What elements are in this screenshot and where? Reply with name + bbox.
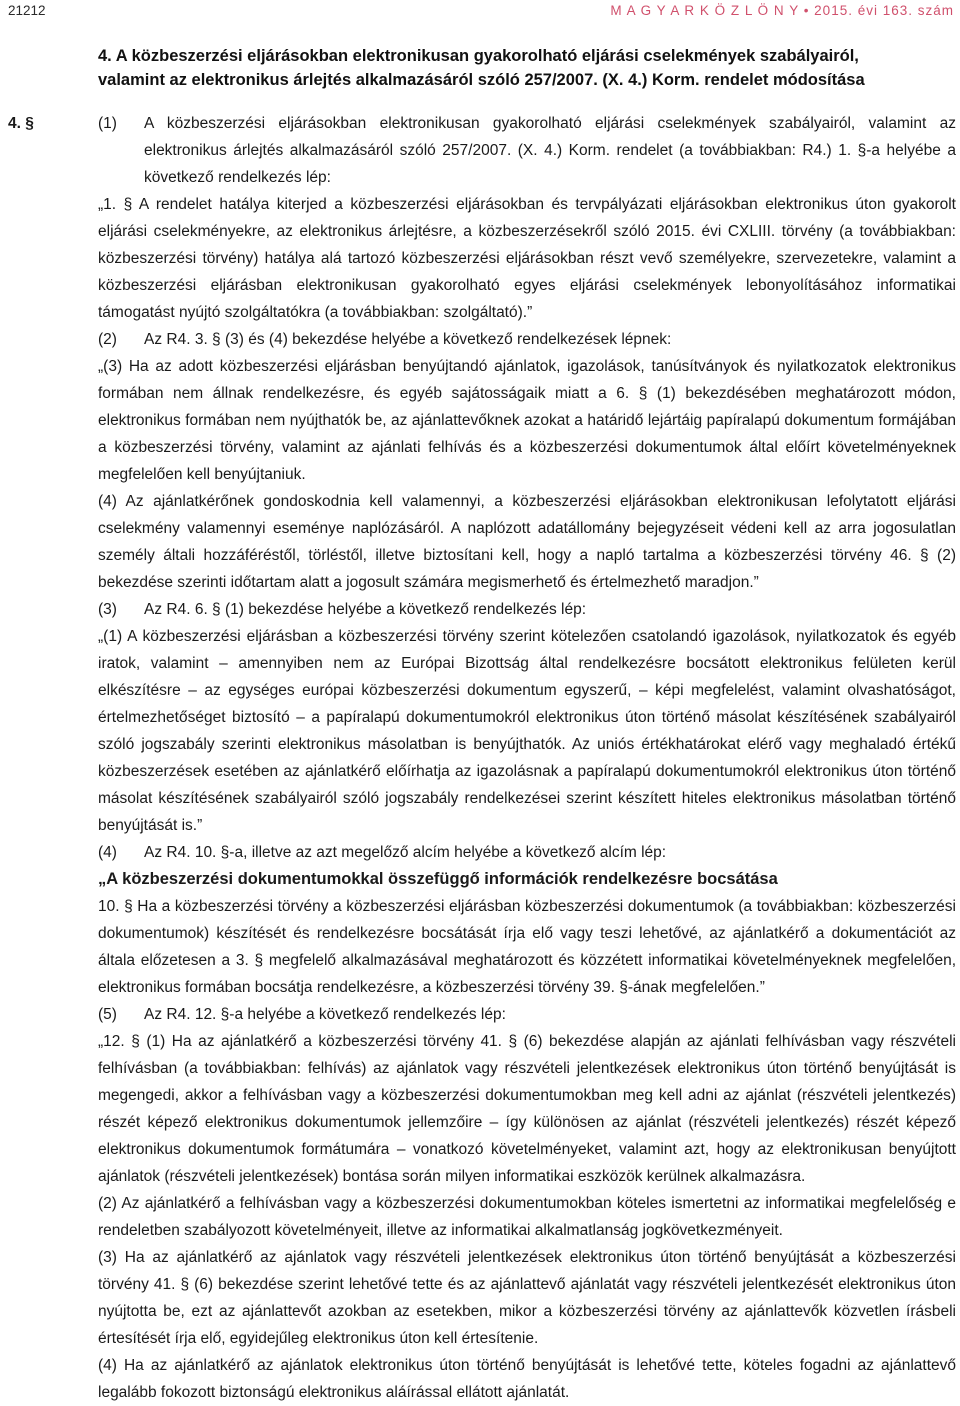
quoted-provision: „12. § (1) Ha az ajánlatkérő a közbeszerzési törvény 41. § (6) bekezdése alapján az ajánlati felhívásban vagy részvételi felhívásban (a továbbiakban: felhívás) az ajánlatok vagy részvételi jelentkezések elektronikus úton történő benyújtását is megengedi, akkor a felhívásban vagy a közbeszerzési dokumentumokban meg kell adni az ajánlat (részvételi jelentkezés) részét képező elektronikus dokumentumok jellemzőire ‒ így különösen az ajánlat (részvételi jelentkezés) részét képező elektronikus dokumentumok formátumára ‒ vonatkozó követelményeket, valamint azt, hogy az elektronikusan benyújtott ajánlatok (részvételi jelentkezések) bontása során milyen informatikai eszközök kerülnek alkalmazásra.	[98, 1033, 956, 1185]
article	[6, 110, 956, 1406]
paragraph-intro: Az R4. 12. §-a helyébe a következő rendelkezés lép:	[144, 1006, 506, 1023]
paragraph	[98, 326, 956, 353]
section-title	[98, 44, 956, 92]
quoted-provision: „(3) Ha az adott közbeszerzési eljárásban benyújtandó ajánlatok, igazolások, tanúsítványok és nyilatkozatok elektronikus formában nem állnak rendelkezésre, és egyéb sajátosságaik miatt a 6. § (1) bekezdésében meghatározott módon, elektronikus formában nem nyújthatók be, az ajánlattevőknek azokat a határidő lejártáig papíralapú dokumentum formájában a közbeszerzési törvény, valamint az ajánlati felhívás és a közbeszerzési dokumentumok által előírt követelményeknek megfelelően kell benyújtaniuk.	[98, 358, 956, 483]
article-body	[98, 110, 956, 1406]
paragraph-intro: A közbeszerzési eljárásokban elektronikusan gyakorolható eljárási cselekmények szabályairól, valamint az elektronikus árlejtés alkalmazásáról szóló 257/2007. (X. 4.) Korm. rendelet (a továbbiakban: R4.) 1. §-a helyébe a következő rendelkezés lép:	[144, 115, 956, 186]
quoted-provision: (3) Ha az ajánlatkérő az ajánlatok vagy részvételi jelentkezések elektronikus úton történő benyújtását a közbeszerzési törvény 41. § (6) bekezdése szerint lehetővé tette és az ajánlattevő ajánlatát vagy részvételi jelentkezését elektronikus úton nyújtotta be, ezt az ajánlattevőt azokban az esetekben, mikor a közbeszerzési törvény az ajánlattevők közvetlen írásbeli értesítését írja elő, egyidejűleg elektronikus úton kell értesítenie.	[98, 1249, 956, 1347]
quoted-provision: (2) Az ajánlatkérő a felhívásban vagy a közbeszerzési dokumentumokban köteles ismertetni az informatikai megfelelőség e rendeletben szabályozott követelményeit, illetve az informatikai alkalmatlanság jogkövetkezményeit.	[98, 1195, 956, 1239]
quoted-provision: (4) Ha az ajánlatkérő az ajánlatok elektronikus úton történő benyújtását is lehetővé tette, köteles fogadni az ajánlattevő legalább fokozott biztonságú elektronikus aláírással ellátott ajánlatát.	[98, 1357, 956, 1401]
paragraph	[98, 839, 956, 866]
paragraph-intro: Az R4. 6. § (1) bekezdése helyébe a következő rendelkezés lép:	[144, 601, 587, 618]
quoted-provision: 10. § Ha a közbeszerzési törvény a közbeszerzési eljárásban közbeszerzési dokumentumok (a továbbiakban: közbeszerzési dokumentumok) készítését és rendelkezésre bocsátását írja elő vagy teszi lehetővé, az ajánlatkérő a dokumentációt az általa előzetesen a 3. § megfelelő alkalmazásával meghatározott és közzétett informatikai követelményeknek megfelelően, elektronikus formában bocsátja rendelkezésre, a közbeszerzési törvény 39. §-ának megfelelően.”	[98, 898, 956, 996]
quoted-provision: „1. § A rendelet hatálya kiterjed a közbeszerzési eljárásokban és tervpályázati eljárásokban elektronikus úton gyakorolt eljárási cselekményekre, az elektronikus árlejtésre, a közbeszerzésekről szóló 2015. évi CXLIII. törvény (a továbbiakban: közbeszerzési törvény) hatálya alá tartozó közbeszerzési eljárásokban részt vevő személyekre, szervezetekre, valamint a közbeszerzési eljárásban elektronikusan gyakorolható egyes eljárási cselekmények lebonyolításához informatikai támogatást nyújtó szolgáltatókra (a továbbiakban: szolgáltató).”	[98, 196, 956, 321]
paragraph-number: (3)	[98, 601, 117, 618]
section-title-line: 4. A közbeszerzési eljárásokban elektronikusan gyakorolható eljárási cselekmények szabályairól,	[98, 47, 859, 65]
paragraph-number: (5)	[98, 1006, 117, 1023]
quoted-provision: „(1) A közbeszerzési eljárásban a közbeszerzési törvény szerint kötelezően csatolandó igazolások, nyilatkozatok és egyéb iratok, valamint ‒ amennyiben nem az Európai Bizottság által rendelkezésre bocsátott elektronikus felületen kerül elkészítésre ‒ az egységes európai közbeszerzési dokumentum egyszerű, ‒ képi megfelelést, valamint olvashatóságot, értelmezhetőséget biztosító ‒ a papíralapú dokumentumokról elektronikus úton történő másolat készítésének szabályairól szóló jogszabály szerinti elektronikus másolatban is benyújthatók. Az uniós értékhatárokat elérő vagy meghaladó értékű közbeszerzések esetében az ajánlatkérő előírhatja az igazolásnak a papíralapú dokumentumokról elektronikus úton történő másolat készítésének szabályairól szóló jogszabály rendelkezései szerint készített hiteles elektronikus másolatban történő benyújtását is.”	[98, 628, 956, 834]
paragraph	[98, 596, 956, 623]
paragraph-number: (2)	[98, 331, 117, 348]
paragraph	[98, 1001, 956, 1028]
paragraph-text	[144, 326, 956, 353]
paragraph-text	[144, 110, 956, 191]
page-header	[6, 0, 956, 26]
paragraph-text	[144, 839, 956, 866]
section-title-line: valamint az elektronikus árlejtés alkalmazásáról szóló 257/2007. (X. 4.) Korm. rendelet módosítása	[98, 71, 865, 89]
paragraph-text	[144, 596, 956, 623]
paragraph-intro: Az R4. 3. § (3) és (4) bekezdése helyébe a következő rendelkezések lépnek:	[144, 331, 672, 348]
quoted-subtitle: „A közbeszerzési dokumentumokkal összefüggő információk rendelkezésre bocsátása	[98, 870, 778, 888]
article-number: 4. §	[8, 115, 34, 132]
paragraph-number: (1)	[98, 115, 117, 132]
page-number: 21212	[8, 3, 46, 18]
paragraph-text	[144, 1001, 956, 1028]
quoted-provision: (4) Az ajánlatkérőnek gondoskodnia kell valamennyi, a közbeszerzési eljárásokban elektronikusan lefolytatott eljárási cselekmény valamennyi eseménye naplózásáról. A naplózott adatállomány bejegyzéseit védeni kell az arra jogosulatlan személy általi hozzáféréstől, törléstől, illetve biztosítani kell, hogy a napló tartalma a közbeszerzési törvény 46. § (2) bekezdése szerinti időtartam alatt a jogosult számára megismerhető és értelmezhető maradjon.”	[98, 493, 956, 591]
paragraph	[98, 110, 956, 191]
journal-title: M A G Y A R K Ö Z L Ö N Y • 2015. évi 163. szám	[610, 3, 954, 18]
paragraph-intro: Az R4. 10. §-a, illetve az azt megelőző alcím helyébe a következő alcím lép:	[144, 844, 667, 861]
paragraph-number: (4)	[98, 844, 117, 861]
